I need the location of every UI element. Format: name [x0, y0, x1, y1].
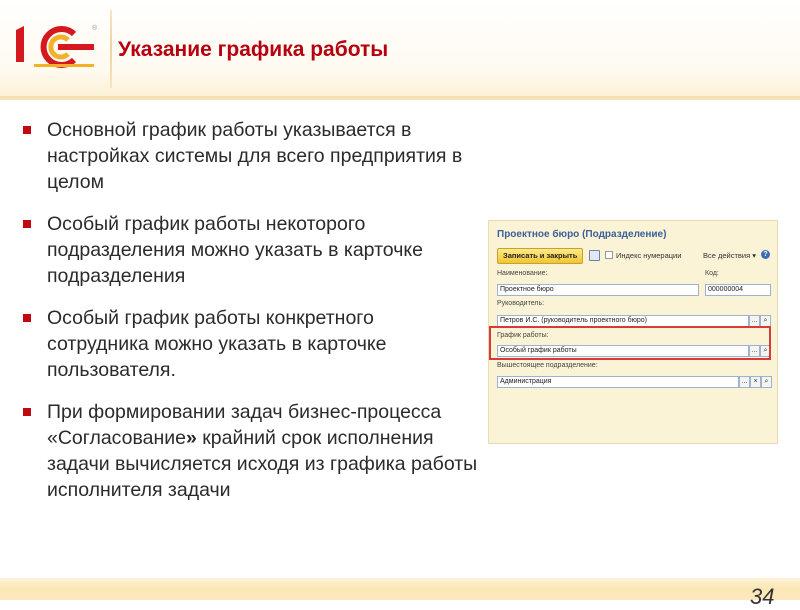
1c-logo: [12, 20, 102, 70]
bullet-item: [20, 211, 480, 289]
svg-text:®: ®: [92, 25, 98, 32]
bullet-marker-icon: [23, 220, 31, 228]
document-icon[interactable]: [589, 250, 600, 261]
bullet-item: [20, 399, 480, 503]
schedule-open-icon[interactable]: ⌕: [760, 345, 771, 357]
parent-field[interactable]: Администрация: [497, 376, 739, 388]
bullet-marker-icon: [23, 126, 31, 134]
index-icon: [605, 251, 613, 259]
schedule-field[interactable]: Особый график работы: [497, 345, 749, 357]
bullet-text: Основной график работы указывается в настройках системы для всего предприятия в целом: [47, 119, 463, 193]
slide-title: Указание графика работы: [118, 38, 389, 61]
head-select-button[interactable]: ...: [749, 315, 760, 327]
parent-select-button[interactable]: ...: [739, 376, 750, 388]
save-and-close-button[interactable]: Записать и закрыть: [497, 248, 583, 264]
index-numbering-button[interactable]: [605, 251, 681, 260]
form-toolbar: [497, 248, 769, 264]
slide-footer: [0, 578, 800, 600]
bullet-marker-icon: [23, 314, 31, 322]
bullet-text: Особый график работы некоторого подразделения можно указать в карточке подразделения: [47, 213, 423, 287]
parent-clear-button[interactable]: ×: [750, 376, 761, 388]
bullet-text-bold: »: [186, 427, 197, 449]
all-actions-menu[interactable]: Все действия ▾: [703, 251, 757, 260]
bullet-marker-icon: [23, 408, 31, 416]
schedule-label: График работы:: [497, 332, 549, 339]
schedule-highlight-frame: [489, 326, 771, 360]
name-label: Наименование:: [497, 270, 548, 277]
code-field[interactable]: 000000004: [705, 284, 771, 296]
head-field[interactable]: Петров И.С. (руководитель проектного бюро): [497, 315, 749, 327]
logo-separator: [110, 10, 112, 88]
parent-open-icon[interactable]: ⌕: [761, 376, 772, 388]
bullet-text-part: При формировании задач бизнес-процесса «Согласование: [47, 401, 442, 449]
head-label: Руководитель:: [497, 300, 545, 307]
page-number: 34: [750, 584, 775, 609]
bullet-item: [20, 117, 480, 195]
bullet-text: [47, 399, 480, 503]
bullet-item: [20, 305, 480, 383]
parent-label: Вышестоящее подразделение:: [497, 362, 598, 369]
head-open-icon[interactable]: ⌕: [760, 315, 771, 327]
help-icon[interactable]: ?: [761, 250, 770, 259]
code-label: Код:: [705, 270, 719, 277]
schedule-select-button[interactable]: ...: [749, 345, 760, 357]
bullet-text: Особый график работы конкретного сотрудника можно указать в карточке пользователя.: [47, 307, 387, 381]
bullet-list: [20, 117, 480, 519]
bullet-text-part: крайний срок исполнения задачи вычисляется исходя из графика работы исполнителя задачи: [47, 427, 478, 501]
name-field[interactable]: Проектное бюро: [497, 284, 699, 296]
form-title: Проектное бюро (Подразделение): [497, 229, 667, 240]
header-divider: [0, 96, 800, 100]
index-numbering-label: Индекс нумерации: [616, 251, 682, 260]
